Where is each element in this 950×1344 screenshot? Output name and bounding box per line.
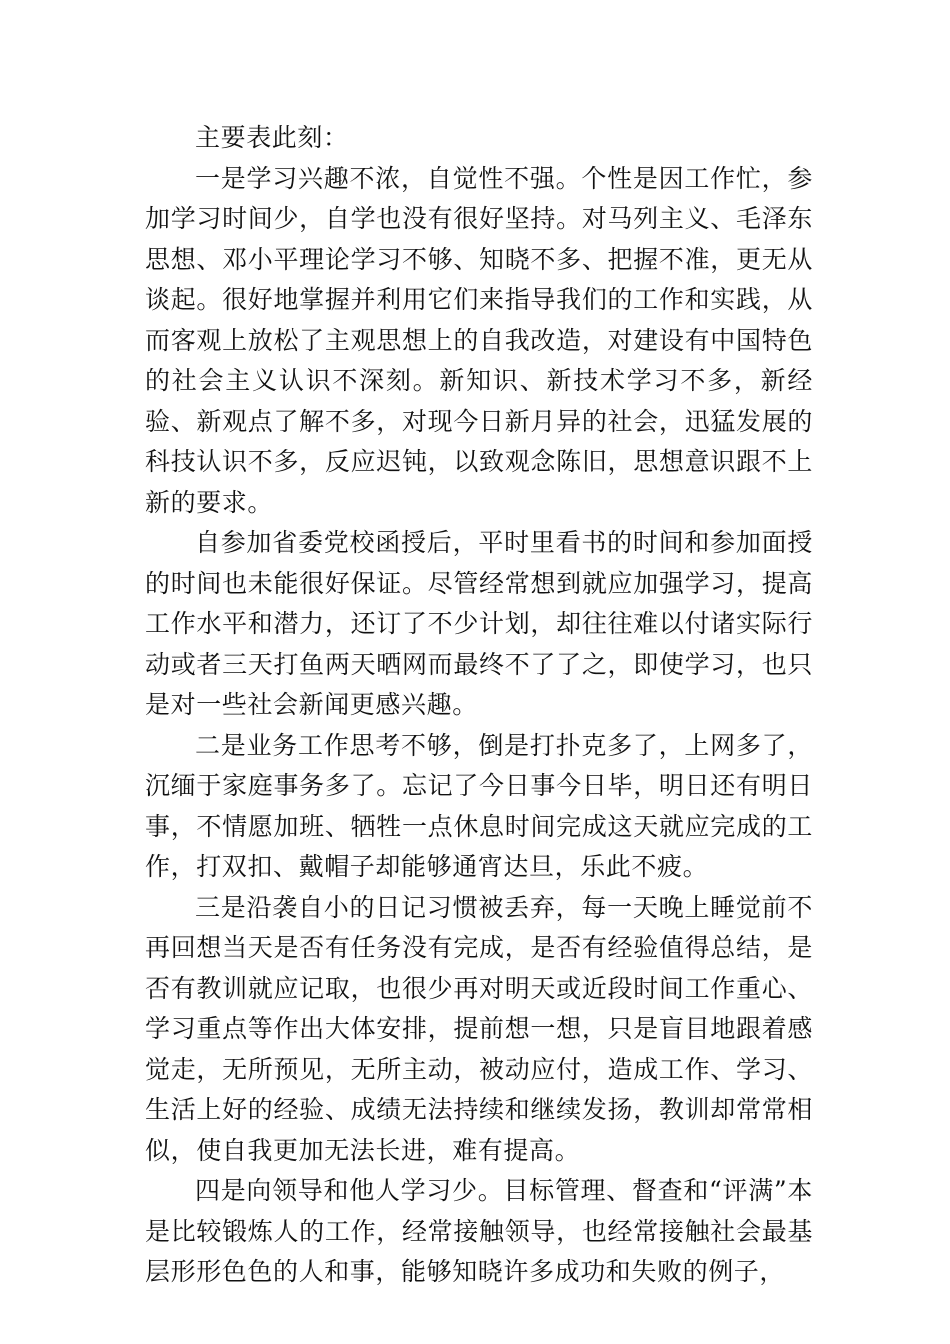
paragraph-point-one: 一是学习兴趣不浓，自觉性不强。个性是因工作忙，参加学习时间少，自学也没有很好坚持。对马列主义、毛泽东思想、邓小平理论学习不够、知晓不多、把握不准，更无从谈起。很好地掌握并利用它们来指导我们的工作和实践，从而客观上放松了主观思想上的自我改造，对建设有中国特色的社会主义认识不深刻。新知识、新技术学习不多，新经验、新观点了解不多，对现今日新月异的社会，迅猛发展的科技认识不多，反应迟钝，以致观念陈旧，思想意识跟不上新的要求。 [145,163,813,517]
document-body [145,118,813,1293]
paragraph-point-four: 四是向领导和他人学习少。目标管理、督查和“评满”本是比较锻炼人的工作，经常接触领导，也经常接触社会最基层形形色色的人和事，能够知晓许多成功和失败的例子， [145,1176,813,1286]
paragraph-point-two: 二是业务工作思考不够，倒是打扑克多了，上网多了，沉缅于家庭事务多了。忘记了今日事今日毕，明日还有明日事，不情愿加班、牺牲一点休息时间完成这天就应完成的工作，打双扣、戴帽子却能够通宵达旦，乐此不疲。 [145,730,813,881]
paragraph-intro: 主要表此刻： [195,123,349,152]
paragraph-point-three: 三是沿袭自小的日记习惯被丢弃，每一天晚上睡觉前不再回想当天是否有任务没有完成，是否有经验值得总结，是否有教训就应记取，也很少再对明天或近段时间工作重心、学习重点等作出大体安排，提前想一想，只是盲目地跟着感觉走，无所预见，无所主动，被动应付，造成工作、学习、生活上好的经验、成绩无法持续和继续发扬，教训却常常相似，使自我更加无法长进，难有提高。 [145,892,813,1165]
paragraph-party-school: 自参加省委党校函授后，平时里看书的时间和参加面授的时间也未能很好保证。尽管经常想到就应加强学习，提高工作水平和潜力，还订了不少计划，却往往难以付诸实际行动或者三天打鱼两天晒网而最终不了了之，即使学习，也只是对一些社会新闻更感兴趣。 [145,528,813,719]
